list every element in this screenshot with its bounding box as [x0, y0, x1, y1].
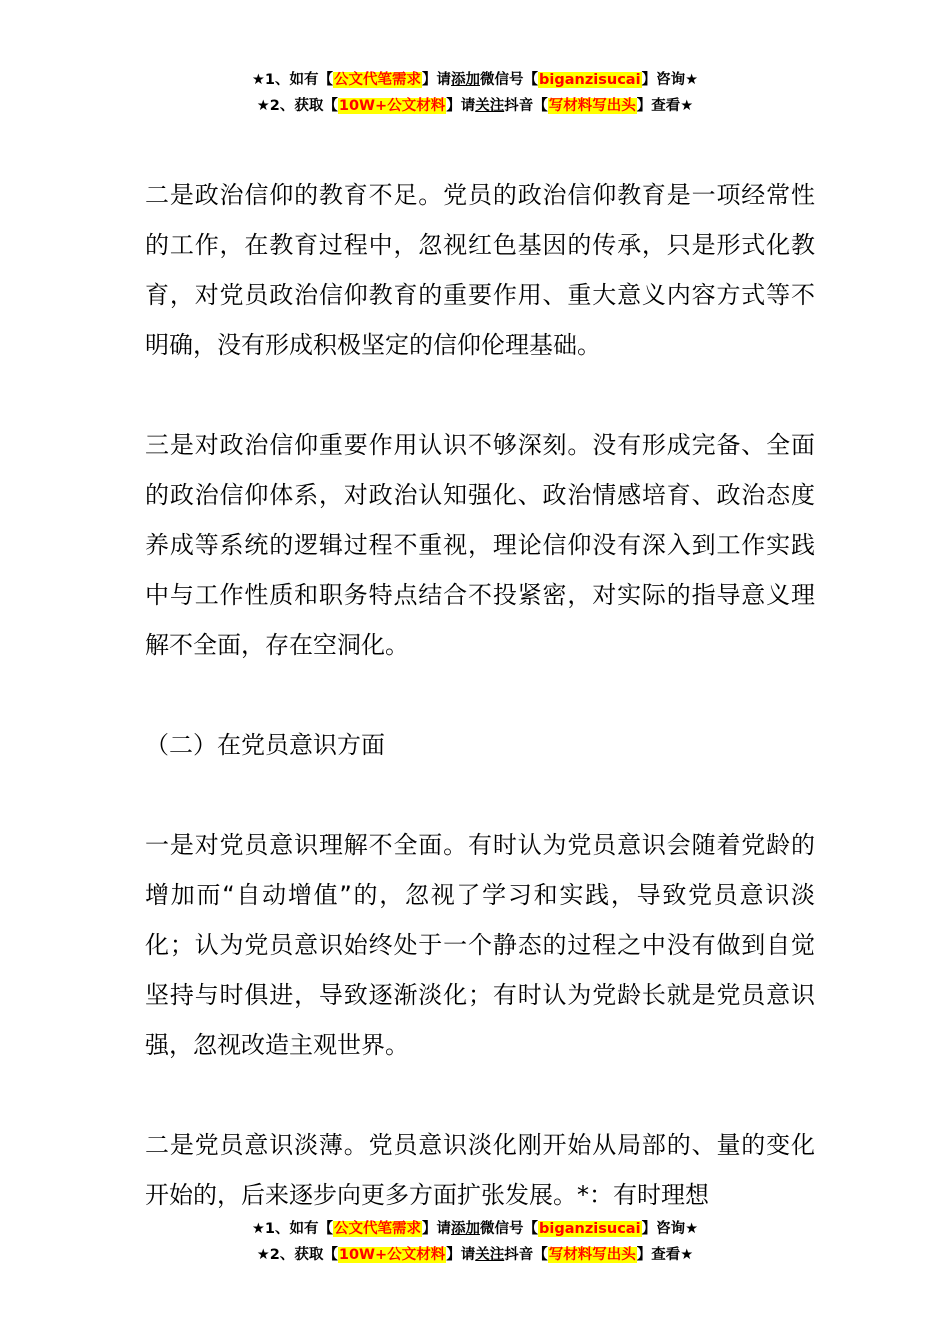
banner-text: 微信号【 [480, 1221, 539, 1237]
banner-text: 微信号【 [480, 72, 539, 88]
banner-text: 】请 [422, 1221, 452, 1237]
banner-emphasis: 关注 [475, 98, 505, 114]
banner-text: 】请 [422, 72, 452, 88]
banner-text: ★2、获取【 [256, 98, 338, 114]
banner-highlight: biganzisucai [539, 72, 641, 88]
banner-text: 】请 [446, 1247, 476, 1263]
footer-banner [0, 1216, 950, 1268]
banner-line-1 [0, 1216, 950, 1242]
banner-emphasis: 关注 [475, 1247, 505, 1263]
paragraph: 一是对党员意识理解不全面。有时认为党员意识会随着党龄的增加而“自动增值”的，忽视了学习和实践，导致党员意识淡化；认为党员意识始终处于一个静态的过程之中没有做到自觉坚持与时俱进，导致逐渐淡化；有时认为党龄长就是党员意识强，忽视改造主观世界。 [145, 831, 815, 1059]
document-body [145, 170, 815, 1220]
banner-text: 】请 [446, 98, 476, 114]
banner-highlight: 10W+公文材料 [338, 1247, 446, 1263]
paragraph: 三是对政治信仰重要作用认识不够深刻。没有形成完备、全面的政治信仰体系，对政治认知强化、政治情感培育、政治态度养成等系统的逻辑过程不重视，理论信仰没有深入到工作实践中与工作性质和职务特点结合不投紧密，对实际的指导意义理解不全面，存在空洞化。 [145, 431, 815, 659]
banner-text: 抖音【 [504, 98, 548, 114]
banner-text: 抖音【 [504, 1247, 548, 1263]
banner-highlight: 公文代笔需求 [334, 72, 422, 88]
banner-text: ★2、获取【 [256, 1247, 338, 1263]
banner-line-1 [0, 67, 950, 93]
banner-highlight: 10W+公文材料 [338, 98, 446, 114]
banner-text: 】咨询★ [641, 72, 699, 88]
banner-line-2 [0, 1242, 950, 1268]
banner-emphasis: 添加 [451, 72, 481, 88]
banner-emphasis: 添加 [451, 1221, 481, 1237]
banner-text: 】查看★ [636, 1247, 694, 1263]
banner-text: ★1、如有【 [251, 72, 334, 88]
header-banner [0, 67, 950, 119]
banner-text: 】咨询★ [641, 1221, 699, 1237]
paragraph: 二是党员意识淡薄。党员意识淡化刚开始从局部的、量的变化开始的，后来逐步向更多方面扩张发展。*：有时理想 [145, 1131, 815, 1209]
section-heading: （二）在党员意识方面 [145, 731, 385, 759]
banner-line-2 [0, 93, 950, 119]
banner-highlight: 写材料写出头 [548, 1247, 636, 1263]
paragraph: 二是政治信仰的教育不足。党员的政治信仰教育是一项经常性的工作，在教育过程中，忽视红色基因的传承，只是形式化教育，对党员政治信仰教育的重要作用、重大意义内容方式等不明确，没有形成积极坚定的信仰伦理基础。 [145, 181, 815, 359]
banner-text: 】查看★ [636, 98, 694, 114]
banner-text: ★1、如有【 [251, 1221, 334, 1237]
banner-highlight: 公文代笔需求 [334, 1221, 422, 1237]
banner-highlight: 写材料写出头 [548, 98, 636, 114]
banner-highlight: biganzisucai [539, 1221, 641, 1237]
